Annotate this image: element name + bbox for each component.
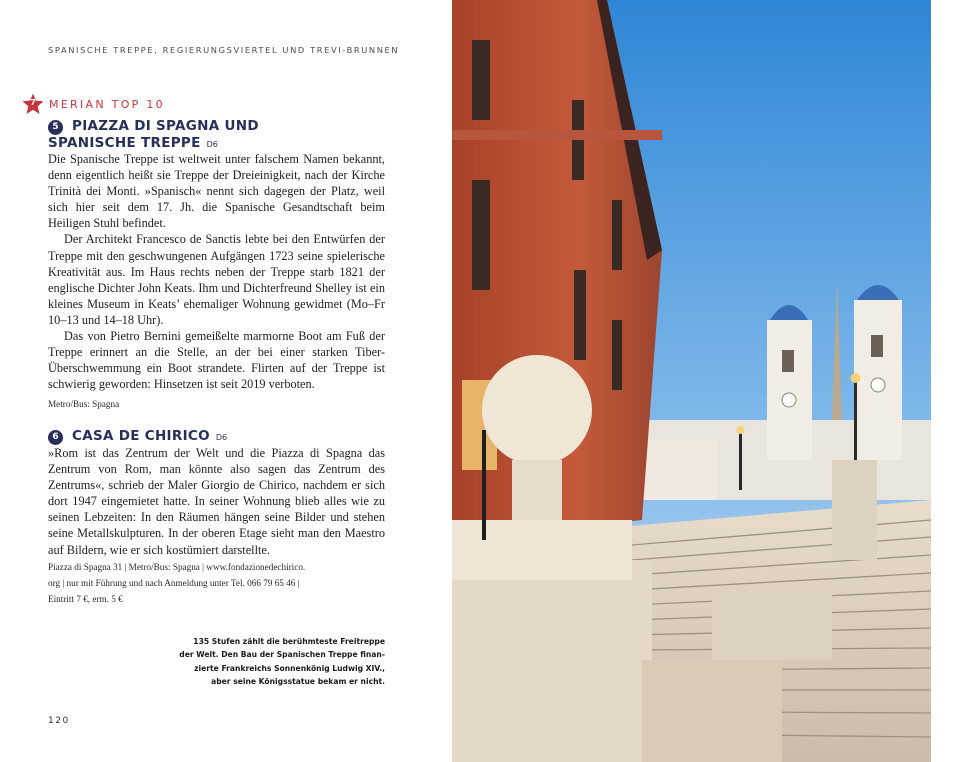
page-number: 120 — [48, 716, 70, 726]
entry-title: CASA DE CHIRICO — [72, 428, 210, 444]
entry-info-6 — [48, 559, 388, 608]
entry-number-badge: 5 — [48, 120, 63, 135]
paragraph: Die Spanische Treppe ist weltweit unter falschem Namen bekannt, denn eigentlich heißt sie Treppe der Dreieinigkeit, nach der Kirche Trinità dei Monti. »Spanisch« nennt sich dagegen der Platz, weil sich hier seit dem 17. Jh. die Spanische Gesandtschaft beim Heiligen Stuhl befindet. — [48, 152, 385, 231]
entry-heading-5 — [48, 118, 259, 153]
merian-top10-marker — [22, 93, 165, 115]
info-line: Piazza di Spagna 31 | Metro/Bus: Spagna | www.fondazionedechirico. — [48, 562, 306, 572]
top10-label: MERIAN TOP 10 — [49, 97, 165, 111]
entry-title: PIAZZA DI SPAGNA UND — [72, 118, 259, 134]
left-page — [0, 0, 452, 762]
info-line: Eintritt 7 €, erm. 5 € — [48, 594, 123, 605]
star-icon — [22, 93, 44, 115]
photo-caption: 135 Stufen zählt die berühmteste Freitreppe der Welt. Den Bau der Spanischen Treppe finan- zierte Frankreichs Sonnenkönig Ludwig XIV., aber seine Königsstatue bekam er nicht. — [179, 637, 385, 686]
running-head: SPANISCHE TREPPE, REGIERUNGSVIERTEL UND TREVI-BRUNNEN — [48, 45, 400, 55]
entry-body-5 — [48, 151, 385, 392]
page-edge — [931, 0, 953, 762]
entry-body-6 — [48, 445, 385, 558]
map-grid-ref: D6 — [206, 140, 218, 149]
info-line: org | nur mit Führung und nach Anmeldung unter Tel. 066 79 65 46 | — [48, 578, 300, 589]
entry-info-5: Metro/Bus: Spagna — [48, 399, 120, 409]
paragraph: Der Architekt Francesco de Sanctis lebte bei den Entwürfen der Treppe mit den geschwungenen Aufgängen 1723 seine spielerische Kreativität aus. Im Haus rechts neben der Treppe starb 1821 der englische Dichter John Keats. Ihm und Dichterfreund Shelley ist ein kleines Museum in Keats’ ehemaliger Wohnung gewidmet (Mo–Fr 10–13 und 14–18 Uhr). — [48, 232, 385, 327]
entry-number-badge: 6 — [48, 430, 63, 445]
entry-title-line2: SPANISCHE TREPPE — [48, 135, 201, 151]
map-grid-ref: D6 — [215, 433, 228, 442]
paragraph: Das von Pietro Bernini gemeißelte marmorne Boot am Fuß der Treppe erinnert an die Stelle, an der bei einer starken Tiber-Überschwemmung ein Boot strandete. Flirten auf der Treppe ist schwierig geworden: Hinsetzen ist seit 2019 verboten. — [48, 329, 385, 392]
entry-heading-6 — [48, 428, 227, 446]
spanish-steps-photo — [452, 0, 931, 762]
top10-rank: 7 — [30, 98, 36, 107]
paragraph: »Rom ist das Zentrum der Welt und die Piazza di Spagna das Zentrum von Rom, man könnte also sagen das Zentrum des Zentrums«, schrieb der Maler Giorgio de Chirico, nachdem er sich dort 1947 eingemietet hatte. In seiner Wohnung blieb alles wie zu seinen Lebzeiten: In den Räumen hängen seine Bilder und stehen seine Metallskulpturen. In der oberen Etage sieht man den Maestro auf Bildern, wie er sich kostümiert darstellte. — [48, 446, 385, 557]
